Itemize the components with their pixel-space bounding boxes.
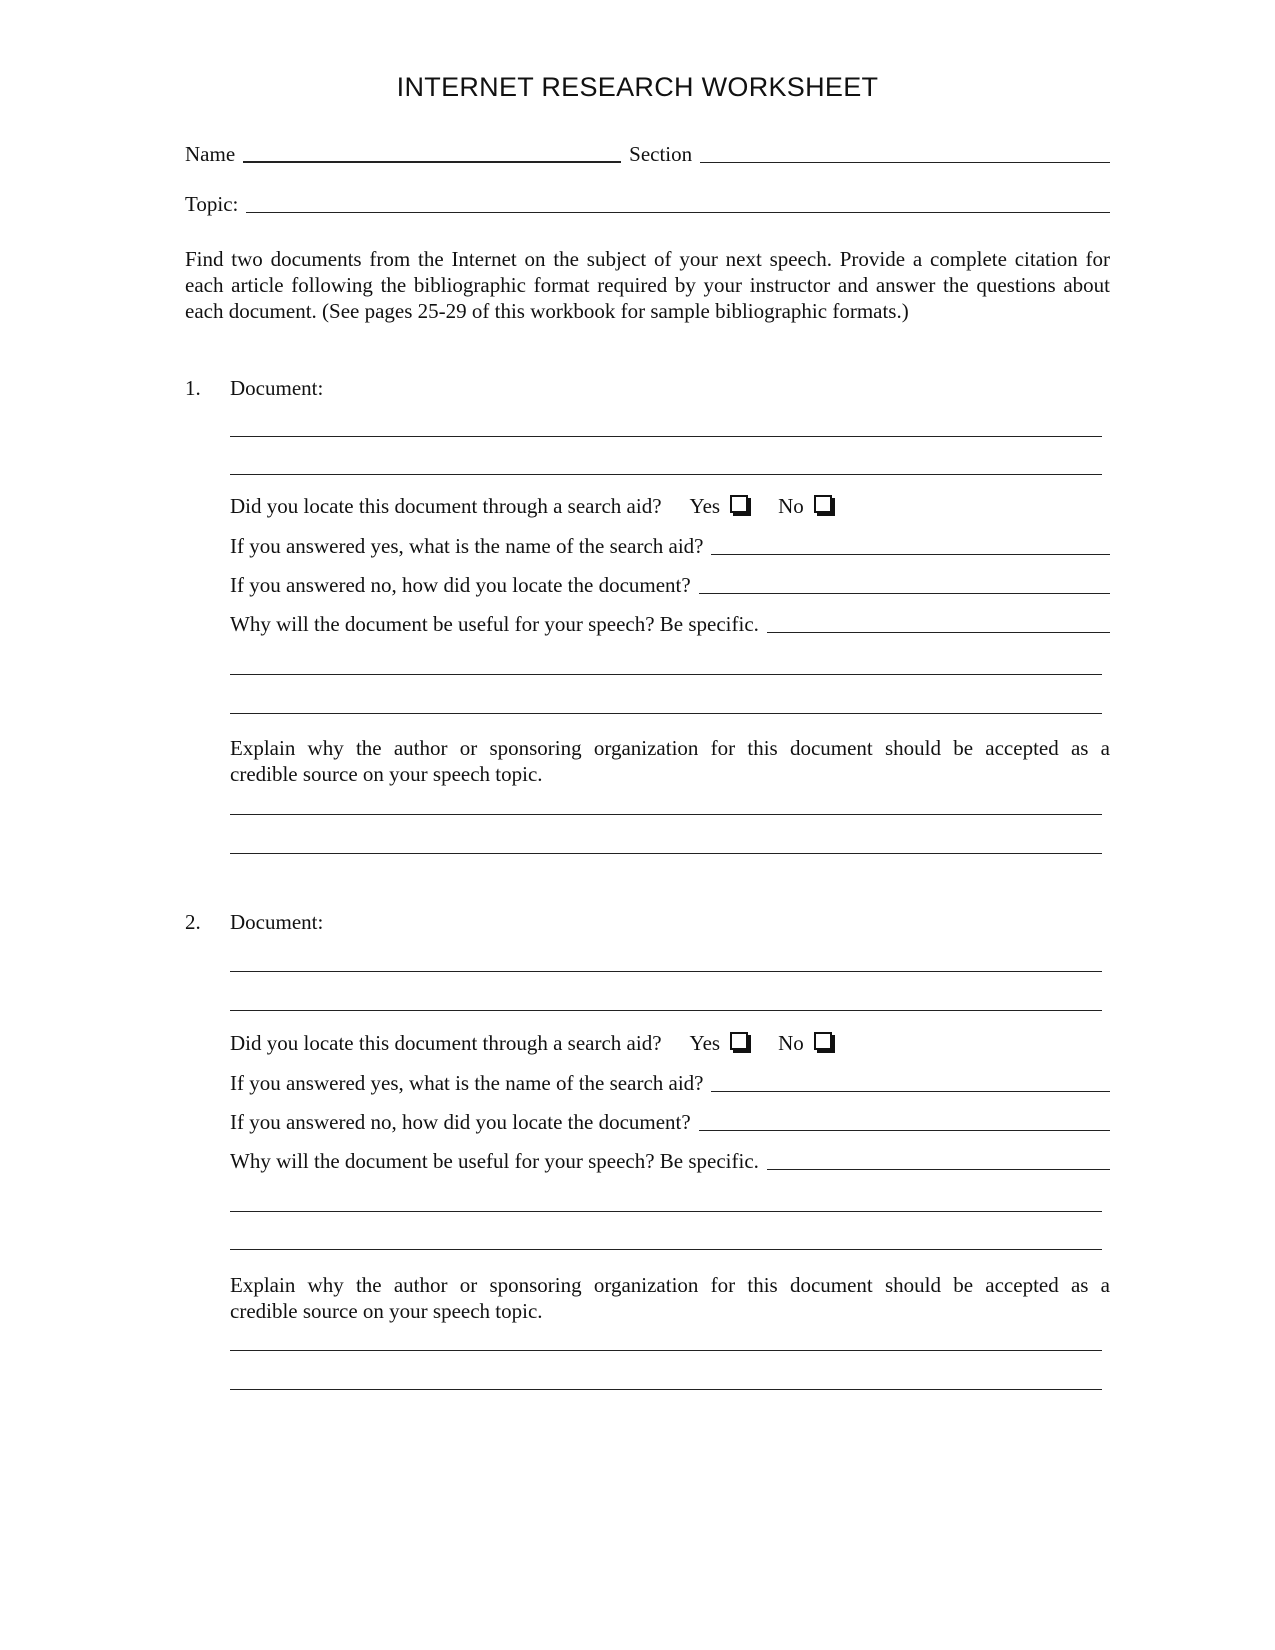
no-label: No xyxy=(778,494,804,518)
search-aid-name-question: If you answered yes, what is the name of the search aid? xyxy=(230,1071,704,1095)
locate-method-question: If you answered no, how did you locate the document? xyxy=(230,573,691,597)
yes-option[interactable] xyxy=(690,494,749,518)
credibility-line[interactable] xyxy=(230,1350,1102,1351)
search-aid-name-row xyxy=(230,530,1110,558)
credibility-question xyxy=(230,1272,1110,1324)
locate-method-field[interactable] xyxy=(699,573,1110,594)
credibility-question-line1: Explain why the author or sponsoring organization for this document should be accepted as a xyxy=(230,1273,1110,1297)
usefulness-line[interactable] xyxy=(230,1211,1102,1212)
search-aid-question: Did you locate this document through a search aid? xyxy=(230,494,662,518)
search-aid-row xyxy=(230,490,1110,518)
credibility-question-line2: credible source on your speech topic. xyxy=(230,1299,543,1323)
search-aid-name-row xyxy=(230,1067,1110,1095)
credibility-question-line2: credible source on your speech topic. xyxy=(230,762,543,786)
no-checkbox[interactable] xyxy=(814,1032,832,1050)
yes-label: Yes xyxy=(689,494,721,518)
topic-label: Topic: xyxy=(185,192,239,216)
credibility-question xyxy=(230,735,1110,787)
usefulness-row xyxy=(230,608,1110,636)
no-option[interactable] xyxy=(778,1031,832,1055)
locate-method-field[interactable] xyxy=(699,1110,1110,1131)
instructions-paragraph: Find two documents from the Internet on the subject of your next speech. Provide a complete citation for each article following the bibliographic format required by your instructor and answer the questions about each document. (See pages 25-29 of this workbook for sample bibliographic formats.) xyxy=(185,247,1110,323)
usefulness-field[interactable] xyxy=(767,1149,1110,1170)
citation-line[interactable] xyxy=(230,436,1102,437)
search-aid-name-question: If you answered yes, what is the name of the search aid? xyxy=(230,534,704,558)
document-label: Document: xyxy=(230,910,324,934)
credibility-line[interactable] xyxy=(230,1389,1102,1390)
yes-checkbox[interactable] xyxy=(730,1032,748,1050)
credibility-question-line1: Explain why the author or sponsoring organization for this document should be accepted as a xyxy=(230,736,1110,760)
usefulness-row xyxy=(230,1145,1110,1173)
no-option[interactable] xyxy=(778,494,832,518)
name-label: Name xyxy=(185,142,236,166)
usefulness-question: Why will the document be useful for your speech? Be specific. xyxy=(230,612,759,636)
no-label: No xyxy=(778,1031,804,1055)
yes-label: Yes xyxy=(689,1031,721,1055)
page-title: INTERNET RESEARCH WORKSHEET xyxy=(396,72,879,102)
yes-option[interactable] xyxy=(690,1031,749,1055)
topic-row xyxy=(185,188,1110,216)
search-aid-name-field[interactable] xyxy=(711,534,1110,555)
usefulness-question: Why will the document be useful for your speech? Be specific. xyxy=(230,1149,759,1173)
search-aid-question: Did you locate this document through a search aid? xyxy=(230,1031,662,1055)
locate-method-row xyxy=(230,569,1110,597)
no-checkbox[interactable] xyxy=(814,495,832,513)
section-field[interactable] xyxy=(700,142,1110,163)
section-label: Section xyxy=(629,142,693,166)
usefulness-line[interactable] xyxy=(230,674,1102,675)
locate-method-question: If you answered no, how did you locate the document? xyxy=(230,1110,691,1134)
usefulness-line[interactable] xyxy=(230,1249,1102,1250)
yes-checkbox[interactable] xyxy=(730,495,748,513)
usefulness-field[interactable] xyxy=(767,612,1110,633)
search-aid-row xyxy=(230,1027,1110,1055)
document-label: Document: xyxy=(230,376,324,400)
document-number: 1. xyxy=(185,376,201,400)
search-aid-name-field[interactable] xyxy=(711,1071,1110,1092)
usefulness-line[interactable] xyxy=(230,713,1102,714)
citation-line[interactable] xyxy=(230,1010,1102,1011)
citation-line[interactable] xyxy=(230,971,1102,972)
name-section-row xyxy=(185,138,1110,166)
name-field[interactable] xyxy=(243,141,621,163)
locate-method-row xyxy=(230,1106,1110,1134)
citation-line[interactable] xyxy=(230,474,1102,475)
credibility-line[interactable] xyxy=(230,853,1102,854)
credibility-line[interactable] xyxy=(230,814,1102,815)
document-number: 2. xyxy=(185,910,201,934)
topic-field[interactable] xyxy=(246,192,1110,213)
